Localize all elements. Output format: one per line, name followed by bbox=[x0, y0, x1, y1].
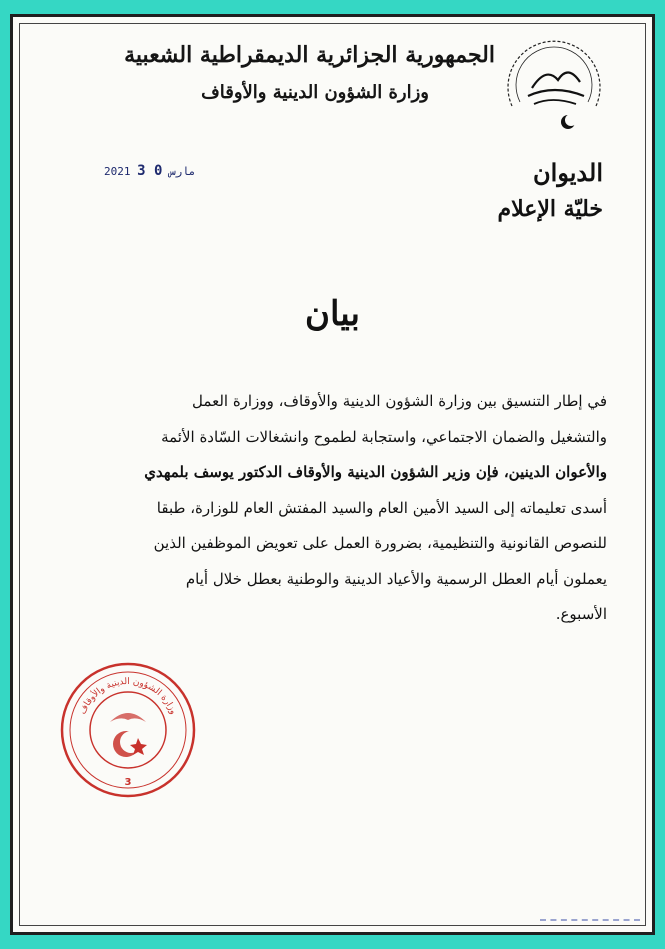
seal-text: وزارة الشؤون الدينية والأوقاف bbox=[78, 676, 178, 717]
body-line: والتشغيل والضمان الاجتماعي، واستجابة لطموح وانشغالات السّادة الأئمة bbox=[161, 427, 607, 446]
statement-body bbox=[50, 384, 607, 633]
scan-mark bbox=[540, 915, 640, 921]
official-seal-icon bbox=[58, 660, 198, 800]
document-title: بيان bbox=[304, 294, 361, 334]
date-month: مارس bbox=[169, 165, 196, 178]
republic-heading: الجمهورية الجزائرية الديمقراطية الشعبية bbox=[124, 42, 495, 68]
body-line: والأعوان الدينين، فإن وزير الشؤون الدينية والأوقاف الدكتور يوسف بلمهدي bbox=[144, 463, 607, 481]
body-line: في إطار التنسيق بين وزارة الشؤون الدينية والأوقاف، ووزارة العمل bbox=[192, 392, 607, 410]
ministry-heading: وزارة الشؤون الدينية والأوقاف bbox=[201, 82, 429, 103]
date-stamp bbox=[104, 163, 196, 179]
information-cell-label: خليّة الإعلام bbox=[497, 196, 603, 222]
seal-number: 3 bbox=[124, 777, 132, 788]
body-line: يعملون أيام العطل الرسمية والأعياد الدينية والوطنية بعطل خلال أيام bbox=[185, 569, 607, 588]
body-line: الأسبوع. bbox=[555, 605, 607, 623]
date-day: 0 3 bbox=[137, 163, 163, 179]
body-line: أسدى تعليماته إلى السيد الأمين العام والسيد المفتش العام للوزارة، طبقا bbox=[156, 498, 607, 517]
date-year: 2021 bbox=[104, 165, 131, 178]
ministry-emblem-icon bbox=[498, 36, 610, 134]
body-line: للنصوص القانونية والتنظيمية، بضرورة العمل على تعويض الموظفين الذين bbox=[153, 534, 607, 552]
cabinet-label: الديوان bbox=[533, 158, 603, 187]
